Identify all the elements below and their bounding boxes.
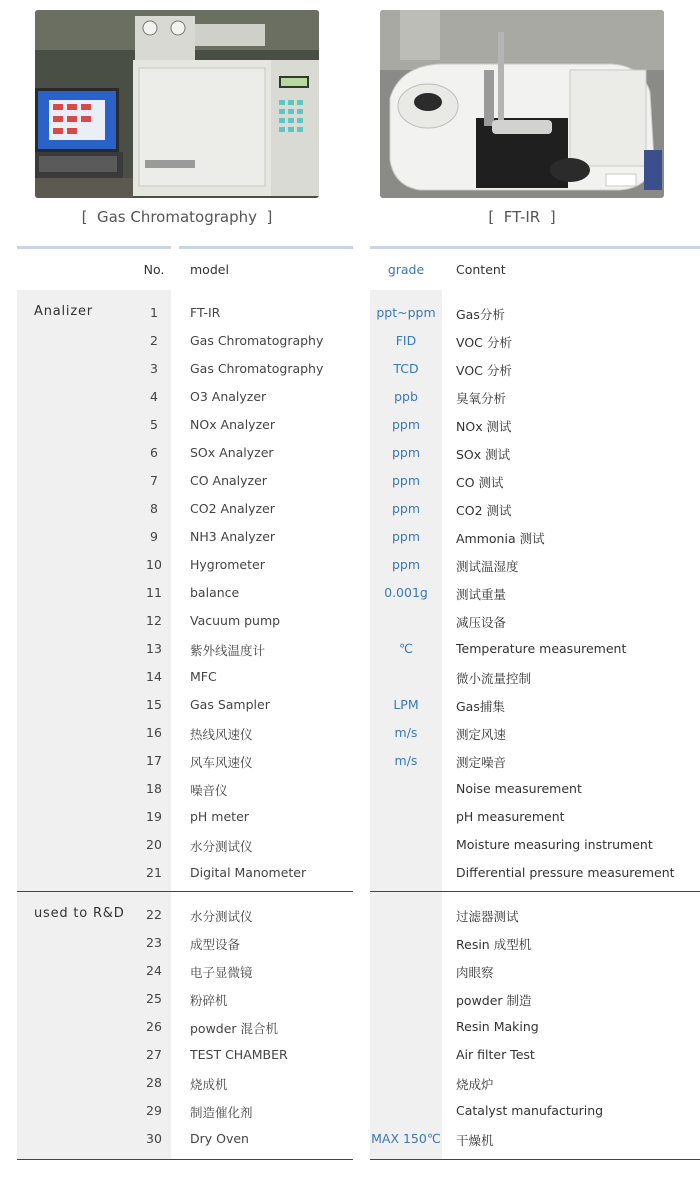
cell-no: 1: [150, 305, 158, 320]
header-content: Content: [456, 262, 506, 277]
cell-grade: m/s: [394, 753, 418, 768]
cell-no: 6: [150, 445, 158, 460]
table-top-rule: [17, 246, 171, 249]
cell-no: 5: [150, 417, 158, 432]
cell-grade: ppm: [391, 417, 421, 432]
ft-ir-photo: [380, 10, 664, 198]
table-row: [0, 802, 700, 830]
table-row: [0, 578, 700, 606]
cell-no: 26: [146, 1019, 162, 1034]
cell-content: 测试重量: [456, 587, 507, 602]
table-top-rule: [370, 246, 700, 249]
cell-content: 测定风速: [456, 727, 507, 742]
cell-grade: ppm: [391, 501, 421, 516]
table-row: [0, 1040, 700, 1068]
cell-content: 臭氧分析: [456, 391, 507, 406]
cell-model: 电子显微镜: [190, 965, 253, 980]
cell-content: 减压设备: [456, 615, 507, 630]
cell-no: 9: [150, 529, 158, 544]
cell-content: CO2 测试: [456, 503, 512, 518]
cell-content: 测试温湿度: [456, 559, 519, 574]
cell-model: NOx Analyzer: [190, 417, 275, 432]
cell-no: 17: [146, 753, 162, 768]
gas-chromatography-caption: [ Gas Chromatography ]: [81, 208, 273, 226]
table-row: [0, 494, 700, 522]
table-row: [0, 298, 700, 326]
header-grade: grade: [387, 262, 425, 277]
section-divider: [370, 891, 700, 892]
group-label-analyzer: Analizer: [34, 304, 93, 319]
cell-no: 18: [146, 781, 162, 796]
table-bottom-rule: [370, 1159, 700, 1160]
cell-grade: LPM: [393, 697, 419, 712]
ft-ir-caption: [ FT-IR ]: [488, 208, 556, 226]
table-row: [0, 662, 700, 690]
cell-model: O3 Analyzer: [190, 389, 267, 404]
gas-chromatography-photo: [35, 10, 319, 198]
cell-grade: ppm: [391, 529, 421, 544]
cell-model: 烧成机: [190, 1077, 228, 1092]
cell-no: 23: [146, 935, 162, 950]
cell-content: Differential pressure measurement: [456, 865, 675, 880]
cell-no: 2: [150, 333, 158, 348]
table-row: [0, 858, 700, 886]
cell-content: Temperature measurement: [456, 641, 627, 656]
cell-grade: ppt~ppm: [376, 305, 436, 320]
cell-model: 热线风速仪: [190, 727, 253, 742]
cell-no: 12: [146, 613, 162, 628]
cell-model: 噪音仪: [190, 783, 228, 798]
cell-content: Moisture measuring instrument: [456, 837, 653, 852]
cell-model: Gas Chromatography: [190, 333, 324, 348]
cell-no: 25: [146, 991, 162, 1006]
cell-model: 成型设备: [190, 937, 241, 952]
cell-model: Digital Manometer: [190, 865, 307, 880]
cell-content: CO 测试: [456, 475, 504, 490]
cell-content: pH measurement: [456, 809, 565, 824]
cell-model: Dry Oven: [190, 1131, 249, 1146]
cell-content: NOx 测试: [456, 419, 512, 434]
cell-content: Resin 成型机: [456, 937, 532, 952]
table-bottom-rule: [17, 1159, 353, 1160]
group-label-rnd: used to R&D: [34, 906, 125, 921]
cell-model: 水分测试仪: [190, 839, 253, 854]
table-row: [0, 956, 700, 984]
cell-no: 21: [146, 865, 162, 880]
cell-no: 30: [146, 1131, 162, 1146]
table-row: [0, 1096, 700, 1124]
cell-no: 24: [146, 963, 162, 978]
table-top-rule: [179, 246, 353, 249]
cell-content: powder 制造: [456, 993, 532, 1008]
cell-model: Gas Sampler: [190, 697, 270, 712]
cell-model: pH meter: [190, 809, 249, 824]
cell-no: 28: [146, 1075, 162, 1090]
table-row: [0, 746, 700, 774]
cell-grade: ppm: [391, 445, 421, 460]
cell-content: Gas捕集: [456, 699, 505, 714]
cell-content: Resin Making: [456, 1019, 539, 1034]
cell-model: 制造催化剂: [190, 1105, 253, 1120]
cell-content: 烧成炉: [456, 1077, 494, 1092]
table-row: [0, 1124, 700, 1152]
cell-content: 测定噪音: [456, 755, 507, 770]
cell-content: Ammonia 测试: [456, 531, 545, 546]
table-row: [0, 984, 700, 1012]
table-row: [0, 410, 700, 438]
cell-no: 22: [146, 907, 162, 922]
table-row: [0, 1012, 700, 1040]
cell-no: 8: [150, 501, 158, 516]
cell-content: Noise measurement: [456, 781, 582, 796]
cell-no: 29: [146, 1103, 162, 1118]
cell-no: 27: [146, 1047, 162, 1062]
cell-no: 4: [150, 389, 158, 404]
table-row: [0, 466, 700, 494]
gas-chromatograph-image: [35, 10, 319, 198]
cell-content: 过滤器测试: [456, 909, 519, 924]
cell-content: VOC 分析: [456, 335, 512, 350]
table-row: [0, 900, 700, 928]
cell-model: CO Analyzer: [190, 473, 267, 488]
cell-model: balance: [190, 585, 240, 600]
cell-grade: MAX 150℃: [371, 1131, 441, 1146]
table-row: [0, 550, 700, 578]
cell-grade: ppb: [394, 389, 418, 404]
cell-grade: 0.001g: [384, 585, 428, 600]
ft-ir-image: [380, 10, 664, 198]
cell-grade: ppm: [391, 557, 421, 572]
cell-no: 14: [146, 669, 162, 684]
cell-content: Catalyst manufacturing: [456, 1103, 604, 1118]
cell-no: 19: [146, 809, 162, 824]
section-divider: [17, 891, 353, 892]
cell-no: 7: [150, 473, 158, 488]
cell-content: 微小流量控制: [456, 671, 532, 686]
cell-no: 20: [146, 837, 162, 852]
cell-no: 16: [146, 725, 162, 740]
table-row: [0, 522, 700, 550]
cell-model: CO2 Analyzer: [190, 501, 275, 516]
cell-model: 紫外线温度计: [190, 643, 266, 658]
cell-model: NH3 Analyzer: [190, 529, 276, 544]
cell-no: 10: [146, 557, 162, 572]
cell-model: Hygrometer: [190, 557, 265, 572]
cell-grade: ppm: [391, 473, 421, 488]
cell-content: 肉眼察: [456, 965, 494, 980]
table-row: [0, 438, 700, 466]
cell-grade: m/s: [394, 725, 418, 740]
table-row: [0, 830, 700, 858]
cell-model: 水分测试仪: [190, 909, 253, 924]
table-row: [0, 382, 700, 410]
cell-model: Vacuum pump: [190, 613, 281, 628]
table-row: [0, 774, 700, 802]
table-row: [0, 354, 700, 382]
cell-grade: TCD: [393, 361, 419, 376]
cell-content: VOC 分析: [456, 363, 512, 378]
cell-model: powder 混合机: [190, 1021, 279, 1036]
cell-grade: ℃: [398, 641, 414, 656]
cell-content: Gas分析: [456, 307, 505, 322]
table-row: [0, 326, 700, 354]
table-row: [0, 606, 700, 634]
cell-content: Air filter Test: [456, 1047, 535, 1062]
cell-no: 13: [146, 641, 162, 656]
table-row: [0, 634, 700, 662]
table-row: [0, 718, 700, 746]
cell-model: 粉碎机: [190, 993, 228, 1008]
cell-model: Gas Chromatography: [190, 361, 324, 376]
cell-no: 3: [150, 361, 158, 376]
cell-no: 15: [146, 697, 162, 712]
header-no: No.: [143, 262, 165, 277]
header-model: model: [190, 262, 229, 277]
cell-model: FT-IR: [190, 305, 221, 320]
cell-model: SOx Analyzer: [190, 445, 274, 460]
cell-content: 干燥机: [456, 1133, 494, 1148]
cell-content: SOx 测试: [456, 447, 511, 462]
cell-model: 风车风速仪: [190, 755, 253, 770]
cell-no: 11: [146, 585, 162, 600]
cell-model: TEST CHAMBER: [190, 1047, 288, 1062]
cell-model: MFC: [190, 669, 217, 684]
table-row: [0, 690, 700, 718]
table-row: [0, 1068, 700, 1096]
table-row: [0, 928, 700, 956]
cell-grade: FID: [395, 333, 417, 348]
